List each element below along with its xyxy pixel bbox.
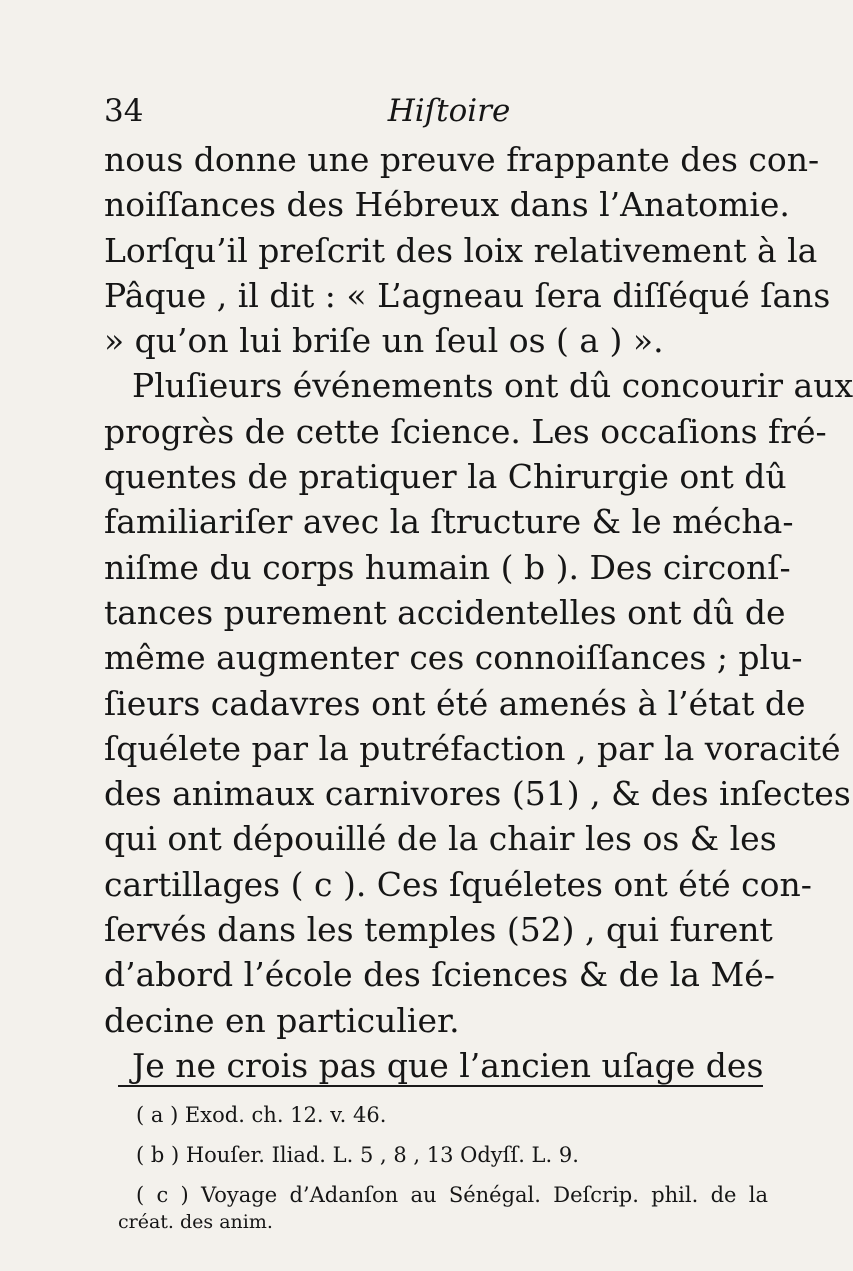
text-line: même augmenter ces connoiſſances ; plu- <box>104 638 803 678</box>
text-line: Je ne crois pas que l’ancien uſage des <box>132 1045 764 1085</box>
page-header <box>104 86 764 136</box>
text-line: qui ont dépouillé de la chair les os & les <box>104 819 777 859</box>
footnote-rule <box>118 1085 763 1087</box>
text-line: niſme du corps humain ( b ). Des circonſ- <box>104 547 791 587</box>
text-line: nous donne une preuve frappante des con- <box>104 140 820 179</box>
footnote-continuation: créat. des anim. <box>118 1211 273 1233</box>
text-line: Lorſqu’il preſcrit des loix relativement à la <box>104 230 818 270</box>
text-line: ſervés dans les temples (52) , qui furent <box>104 910 773 950</box>
text-line: progrès de cette ſcience. Les occaſions fré- <box>104 411 827 451</box>
footnotes <box>118 1095 768 1237</box>
text-line: quentes de pratiquer la Chirurgie ont dû <box>104 457 787 497</box>
footnote: ( b ) Houſer. Iliad. L. 5 , 8 , 13 Odyſſ. L. 9. <box>136 1143 579 1167</box>
text-line: des animaux carnivores (51) , & des inſectes <box>104 774 851 814</box>
text-line: cartillages ( c ). Ces ſquéletes ont été con- <box>104 864 812 904</box>
text-line: tances purement accidentelles ont dû de <box>104 592 786 632</box>
text-line: ſieurs cadavres ont été amenés à l’état de <box>104 683 806 723</box>
body-text <box>104 137 853 1088</box>
running-title: Hiſtoire <box>387 93 511 129</box>
text-line: Pluſieurs événements ont dû concourir aux <box>132 366 853 406</box>
page-number: 34 <box>104 93 144 129</box>
text-line: » qu’on lui briſe un ſeul os ( a ) ». <box>104 321 664 361</box>
text-line: familiariſer avec la ſtructure & le mécha- <box>104 502 794 542</box>
footnote: ( c ) Voyage d’Adanſon au Sénégal. Deſcrip. phil. de la <box>136 1183 768 1207</box>
text-line: noiſſances des Hébreux dans l’Anatomie. <box>104 185 790 225</box>
text-line: Pâque , il dit : « L’agneau ſera diſſéqué ſans <box>104 275 831 315</box>
text-line: d’abord l’école des ſciences & de la Mé- <box>104 955 775 995</box>
text-line: decine en particulier. <box>104 1000 460 1040</box>
footnote: ( a ) Exod. ch. 12. v. 46. <box>136 1103 387 1127</box>
text-line: ſquélete par la putréfaction , par la voracité <box>104 728 841 768</box>
